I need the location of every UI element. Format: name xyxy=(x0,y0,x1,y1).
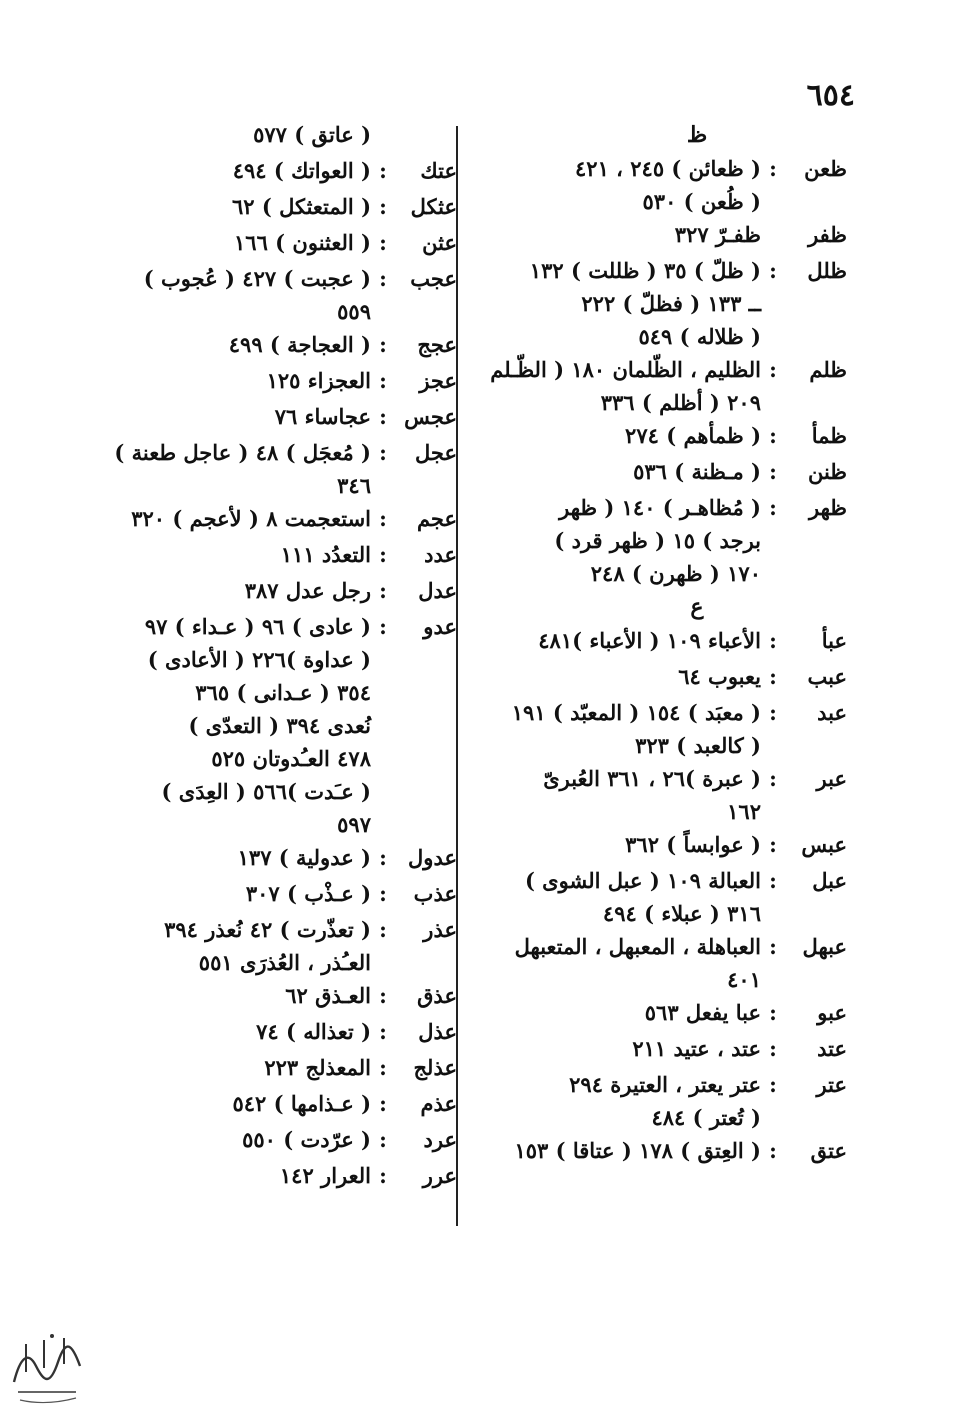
entry-reference-line: نُعدى ٣٩٤ ( التعدّى ) xyxy=(188,713,371,738)
entry-separator: : xyxy=(769,1036,777,1061)
entry-reference-line: ( تعذاله ) ٧٤ xyxy=(256,1019,371,1044)
entry-reference-line: ( ظلّ ) ٣٥ ( ظللت ) ١٣٢ xyxy=(529,258,761,283)
entry-references xyxy=(37,841,371,874)
entry-references xyxy=(37,1051,371,1084)
index-entry xyxy=(37,154,457,190)
entry-separator: : xyxy=(379,1127,387,1152)
entry-reference-line: رجل عدل ٣٨٧ xyxy=(244,578,371,603)
entry-separator: : xyxy=(379,440,387,465)
entry-references xyxy=(507,491,761,590)
index-entry xyxy=(37,1051,457,1087)
entry-root: عجم xyxy=(416,506,457,531)
entry-references xyxy=(37,262,371,328)
entry-root: عذب xyxy=(413,881,457,906)
index-entry xyxy=(490,353,847,419)
entry-root: عتر xyxy=(816,1072,847,1097)
entry-root: عبو xyxy=(817,1000,847,1025)
entry-separator: : xyxy=(769,357,777,382)
entry-references xyxy=(37,1015,371,1048)
entry-reference-line: ( مُظاهـر ) ١٤٠ ( ظهر xyxy=(559,495,761,520)
entry-reference-line: العرار ١٤٢ xyxy=(279,1163,371,1188)
index-entry xyxy=(37,1087,457,1123)
entry-separator: : xyxy=(379,332,387,357)
entry-references xyxy=(507,1032,761,1065)
index-entry xyxy=(507,828,847,864)
entry-reference-line: ٣٥٤ ( عـدانى ) ٣٦٥ xyxy=(195,680,371,705)
entry-reference-line: ( عـَدت )٥٦٦ ( العِدَى ) xyxy=(161,779,371,804)
entry-reference-line: ١٦٢ xyxy=(727,799,761,824)
index-entry xyxy=(507,762,847,828)
entry-reference-line: العجزاء ١٢٥ xyxy=(266,368,371,393)
entry-reference-line: ٥٩٧ xyxy=(337,812,371,837)
entry-root: عذلج xyxy=(413,1055,457,1080)
entry-references xyxy=(37,610,371,841)
entry-references xyxy=(507,828,761,861)
entry-root: عدد xyxy=(424,542,457,567)
index-entry xyxy=(37,979,457,1015)
entry-separator xyxy=(371,118,395,122)
entry-root: عجل xyxy=(415,440,457,465)
index-entry xyxy=(507,864,847,930)
entry-separator: : xyxy=(379,368,387,393)
index-entry xyxy=(37,328,457,364)
entry-references xyxy=(37,226,371,259)
entry-references xyxy=(37,364,371,397)
entry-references xyxy=(507,1134,761,1167)
entry-reference-line: ( عداوة )٢٢٦ ( الأعادى ) xyxy=(147,647,371,672)
index-column-left xyxy=(37,118,457,1195)
entry-reference-line: ( مـظنة ) ٥٣٦ xyxy=(633,459,761,484)
entry-separator: : xyxy=(769,495,777,520)
index-entry xyxy=(37,841,457,877)
entry-reference-line: ٣٤٦ xyxy=(337,473,371,498)
index-entry xyxy=(37,574,457,610)
entry-root: عجز xyxy=(419,368,457,393)
entry-reference-line: ٣١٦ ( عبلاء ) ٤٩٤ xyxy=(602,901,761,926)
entry-reference-line: ( العجاجة ) ٤٩٩ xyxy=(228,332,371,357)
entry-root: عبأ xyxy=(821,628,847,653)
entry-references xyxy=(507,455,761,488)
entry-separator: : xyxy=(379,194,387,219)
entry-reference-line: ( ظُعن ) ٥٣٠ xyxy=(642,189,761,214)
entry-separator: : xyxy=(769,664,777,689)
entry-references xyxy=(507,419,761,452)
entry-root: عتق xyxy=(810,1138,847,1163)
entry-separator: : xyxy=(379,1163,387,1188)
entry-reference-line: استعجمت ٨ ( لأعجم ) ٣٢٠ xyxy=(131,506,371,531)
entry-separator: : xyxy=(379,578,387,603)
index-entry xyxy=(37,364,457,400)
entry-root: عرر xyxy=(422,1163,457,1188)
entry-reference-line: ( تعذّرت ) ٤٢ نُعذر ٣٩٤ xyxy=(164,917,371,942)
entry-references xyxy=(37,574,371,607)
entry-root: عتك xyxy=(420,158,457,183)
entry-reference-line: ( العِتق ) ١٧٨ ( عتاقا ) ١٥٣ xyxy=(514,1138,761,1163)
index-entry xyxy=(507,455,847,491)
entry-reference-line: ( عوابساً ) ٣٦٢ xyxy=(625,832,761,857)
entry-references xyxy=(37,154,371,187)
entry-separator: : xyxy=(769,258,777,283)
entry-references xyxy=(37,1087,371,1120)
entry-root: عجس xyxy=(404,404,457,429)
entry-root: عبب xyxy=(807,664,847,689)
entry-separator: : xyxy=(379,158,387,183)
entry-root: عذم xyxy=(420,1091,457,1116)
entry-separator: : xyxy=(769,1138,777,1163)
entry-reference-line: العبالة ١٠٩ ( عبل الشوى ) xyxy=(524,868,761,893)
index-entry xyxy=(37,1159,457,1195)
entry-reference-line: ( عرّدت ) ٥٥٠ xyxy=(242,1127,371,1152)
index-entry xyxy=(37,262,457,328)
section-letter: ظ xyxy=(686,122,708,148)
entry-separator: : xyxy=(379,614,387,639)
entry-separator: : xyxy=(379,1019,387,1044)
entry-references xyxy=(37,1123,371,1156)
index-entry xyxy=(37,190,457,226)
entry-reference-line: عتد ، عتيد ٢١١ xyxy=(632,1036,761,1061)
entry-references xyxy=(507,624,761,657)
entry-separator: : xyxy=(379,845,387,870)
entry-reference-line: ( عدولية ) ١٣٧ xyxy=(237,845,371,870)
entry-reference-line: ( كالعبد ) ٣٢٣ xyxy=(635,733,761,758)
entry-root: ظلل xyxy=(807,258,847,283)
entry-reference-line: ( عجبت ) ٤٢٧ ( عُجوب ) xyxy=(143,266,371,291)
entry-reference-line: عجاساء ٧٦ xyxy=(274,404,371,429)
index-entry xyxy=(37,1015,457,1051)
index-entry xyxy=(507,491,847,590)
entry-root: ظنن xyxy=(807,459,847,484)
entry-reference-line: عتر يعتر ، العتيرة ٢٩٤ xyxy=(569,1072,761,1097)
entry-references xyxy=(37,436,371,502)
entry-references xyxy=(507,1068,761,1134)
entry-reference-line: ٢٠٩ ( أظلم ) ٣٣٦ xyxy=(600,390,761,415)
entry-root: ظمأ xyxy=(811,423,847,448)
index-entry xyxy=(37,436,457,502)
entry-separator: : xyxy=(769,459,777,484)
entry-separator: : xyxy=(769,156,777,181)
index-entry xyxy=(37,913,457,979)
index-entry xyxy=(507,624,847,660)
page-number: ٦٥٤ xyxy=(806,78,855,113)
entry-reference-line: يعبوب ٦٤ xyxy=(678,664,761,689)
index-entry xyxy=(507,1134,847,1170)
entry-references xyxy=(507,864,761,930)
entry-root: عجج xyxy=(417,332,457,357)
index-entry xyxy=(37,877,457,913)
index-entry xyxy=(507,419,847,455)
entry-separator xyxy=(761,218,785,222)
entry-root: ظفر xyxy=(808,222,847,247)
entry-root: عبهل xyxy=(802,934,847,959)
entry-reference-line: التعدُد ١١١ xyxy=(280,542,371,567)
entry-references xyxy=(507,696,761,762)
entry-separator: : xyxy=(379,542,387,567)
entry-root: عرد xyxy=(423,1127,457,1152)
entry-separator: : xyxy=(379,230,387,255)
entry-reference-line: ( عادى ) ٩٦ ( عـداء ) ٩٧ xyxy=(144,614,371,639)
entry-root: عذل xyxy=(418,1019,457,1044)
entry-reference-line: ( تُعتر ) ٤٨٤ xyxy=(651,1105,761,1130)
index-entry xyxy=(507,1068,847,1134)
entry-reference-line: ٥٥٩ xyxy=(337,299,371,324)
entry-root: عبد xyxy=(817,700,847,725)
entry-reference-line: الظليم ، الظّلمان ١٨٠ ( الظّـلم xyxy=(490,357,761,382)
entry-root: ظعن xyxy=(804,156,847,181)
entry-separator: : xyxy=(379,1091,387,1116)
entry-root: ظلم xyxy=(809,357,847,382)
entry-separator: : xyxy=(769,423,777,448)
entry-reference-line: ( مُعجَل ) ٤٨ ( عاجل طعنة ) xyxy=(114,440,371,465)
index-entry xyxy=(37,610,457,841)
entry-separator: : xyxy=(379,881,387,906)
entry-references xyxy=(37,877,371,910)
entry-references xyxy=(37,913,371,979)
entry-reference-line: المعذلج ٢٢٣ xyxy=(264,1055,371,1080)
index-entry xyxy=(507,218,847,254)
entry-references xyxy=(507,218,761,251)
index-entry xyxy=(37,502,457,538)
index-entry xyxy=(507,1032,847,1068)
entry-separator: : xyxy=(769,868,777,893)
entry-reference-line: العباهلة ، المعبهل ، المتعبهل xyxy=(514,934,761,959)
entry-reference-line: ظفـرّ ٣٢٧ xyxy=(674,222,761,247)
index-entry xyxy=(507,254,847,353)
entry-root: عذر xyxy=(423,917,457,942)
index-entry xyxy=(37,538,457,574)
entry-references xyxy=(490,353,761,419)
entry-separator: : xyxy=(769,832,777,857)
entry-root: عدل xyxy=(418,578,457,603)
entry-reference-line: ( عبرة )٢٦ ، ٣٦١ العُبرىّ xyxy=(543,766,761,791)
index-entry xyxy=(507,930,847,996)
entry-reference-line: ٤٧٨ العـُدوتان ٥٢٥ xyxy=(211,746,371,771)
entry-reference-line: عبا يفعل ٥٦٣ xyxy=(644,1000,761,1025)
entry-references xyxy=(507,996,761,1029)
entry-reference-line: ١٧٠ ( ظهرن ) ٢٤٨ xyxy=(590,561,761,586)
entry-references xyxy=(507,254,761,353)
entry-separator: : xyxy=(769,628,777,653)
entry-reference-line: العـُذر ، العُذرَى ٥٥١ xyxy=(198,950,371,975)
entry-root: عبر xyxy=(816,766,847,791)
entry-separator: : xyxy=(379,266,387,291)
index-entry xyxy=(37,226,457,262)
index-entry xyxy=(507,152,847,218)
entry-references xyxy=(37,190,371,223)
entry-root: عدو xyxy=(423,614,457,639)
entry-separator: : xyxy=(769,934,777,959)
entry-root: عذق xyxy=(417,983,457,1008)
entry-reference-line: ( عاتق ) ٥٧٧ xyxy=(253,122,371,147)
entry-reference-line: ( العواتك ) ٤٩٤ xyxy=(232,158,371,183)
entry-root: عثن xyxy=(422,230,457,255)
entry-root: عبل xyxy=(812,868,847,893)
entry-references xyxy=(37,502,371,535)
entry-references xyxy=(507,762,761,828)
entry-root: عبس xyxy=(801,832,847,857)
entry-separator: : xyxy=(769,766,777,791)
entry-references xyxy=(37,328,371,361)
entry-references xyxy=(507,660,761,693)
entry-reference-line: برجد ) ١٥ ( ظهر قرد ) xyxy=(554,528,761,553)
entry-separator: : xyxy=(769,1000,777,1025)
entry-root: عتد xyxy=(817,1036,847,1061)
index-column-right xyxy=(490,118,847,1170)
entry-separator: : xyxy=(379,1055,387,1080)
entry-references xyxy=(37,979,371,1012)
entry-references xyxy=(507,930,761,996)
entry-references xyxy=(37,118,371,151)
index-entry xyxy=(507,660,847,696)
entry-separator: : xyxy=(379,917,387,942)
entry-references xyxy=(37,400,371,433)
entry-separator: : xyxy=(769,700,777,725)
entry-reference-line: ( عـذْب ) ٣٠٧ xyxy=(245,881,371,906)
entry-root: عثكل xyxy=(410,194,457,219)
entry-reference-line: ( عـذامها ) ٥٤٢ xyxy=(232,1091,371,1116)
entry-reference-line: الأعباء ١٠٩ ( الأعباء )٤٨١ xyxy=(538,628,761,653)
index-entry xyxy=(37,118,457,154)
entry-reference-line: ( المتعثكل ) ٦٢ xyxy=(231,194,371,219)
entry-references xyxy=(507,152,761,218)
entry-root: عجب xyxy=(410,266,457,291)
entry-reference-line: ــ ١٣٣ ( فظلّ ) ٢٢٢ xyxy=(581,291,761,316)
section-letter: ع xyxy=(690,594,704,620)
index-entry xyxy=(507,696,847,762)
index-entry xyxy=(37,1123,457,1159)
entry-root: عدول xyxy=(408,845,457,870)
entry-separator: : xyxy=(379,983,387,1008)
entry-reference-line: ( ظمأهم ) ٢٧٤ xyxy=(625,423,761,448)
entry-references xyxy=(37,538,371,571)
entry-reference-line: ( معبَد ) ١٥٤ ( المعبّد ) ١٩١ xyxy=(511,700,761,725)
index-entry xyxy=(37,400,457,436)
entry-reference-line: ( ظعائن ) ٢٤٥ ، ٤٢١ xyxy=(575,156,761,181)
entry-reference-line: ٤٠١ xyxy=(727,967,761,992)
entry-root: ظهر xyxy=(809,495,847,520)
entry-separator: : xyxy=(379,506,387,531)
entry-references xyxy=(37,1159,371,1192)
entry-reference-line: ( ظلاله ) ٥٤٩ xyxy=(638,324,761,349)
entry-reference-line: العـذق ٦٢ xyxy=(285,983,371,1008)
publisher-stamp-logo xyxy=(6,1322,88,1408)
entry-separator: : xyxy=(379,404,387,429)
entry-separator: : xyxy=(769,1072,777,1097)
entry-root xyxy=(395,118,457,122)
index-entry xyxy=(507,996,847,1032)
entry-reference-line: ( العثنون ) ١٦٦ xyxy=(234,230,371,255)
